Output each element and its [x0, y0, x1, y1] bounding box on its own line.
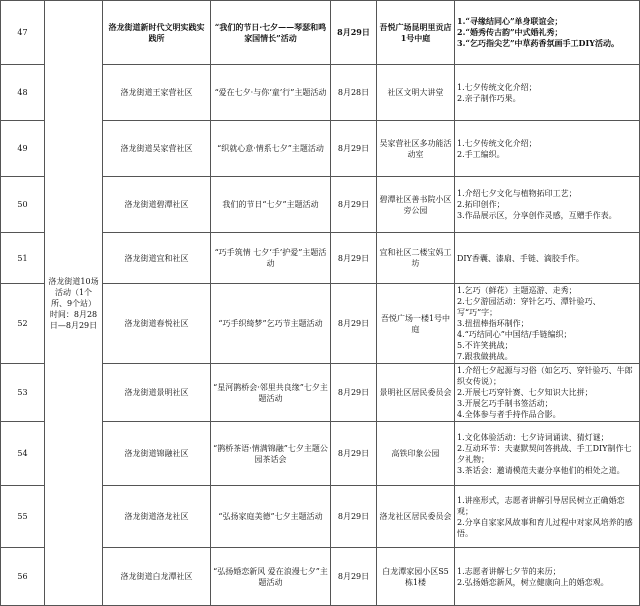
place-cell: 宜和社区二楼宝妈工坊 — [377, 233, 455, 284]
content-line: 4.全体参与者手持作品合影。 — [457, 410, 561, 419]
content-cell — [455, 121, 640, 177]
row-number: 50 — [1, 177, 45, 233]
content-line: 3.作品展示区，分享创作灵感，互赠手作表。 — [457, 211, 617, 220]
row-number: 53 — [1, 364, 45, 422]
theme-cell: “弘扬家庭美德”七夕主题活动 — [211, 486, 331, 548]
date-cell: 8月29日 — [331, 284, 377, 364]
content-line: 2.开展七巧穿针赛、七夕知识大比拼； — [457, 388, 593, 397]
content-line: 2.亲子制作巧果。 — [457, 93, 521, 103]
row-number: 55 — [1, 486, 45, 548]
row-number: 47 — [1, 1, 45, 65]
row-number: 49 — [1, 121, 45, 177]
content-line: 3.茶话会：邀请模范夫妻分享他们的相处之道。 — [457, 465, 625, 475]
place-cell: 高铁印象公园 — [377, 422, 455, 486]
content-line: 4.“巧结同心”中国结/手链编织； — [457, 330, 572, 339]
unit-cell: 洛龙街道景明社区 — [103, 364, 211, 422]
content-line: 2.“婚秀传古韵”中式婚礼秀； — [457, 27, 563, 37]
place-cell: 碧潭社区善书院小区旁公园 — [377, 177, 455, 233]
content-cell — [455, 1, 640, 65]
date-cell: 8月29日 — [331, 422, 377, 486]
content-line: 2.互动环节：夫妻默契问答挑战、手工DIY制作七夕礼物； — [457, 443, 632, 464]
content-line: 7.跟我做挑战。 — [457, 352, 513, 361]
date-cell: 8月29日 — [331, 548, 377, 606]
date-cell: 8月29日 — [331, 486, 377, 548]
content-line: 3.开展乞巧手制书签活动； — [457, 399, 553, 408]
content-line: DIY香囊、漆扇、手链、滴胶手作。 — [457, 253, 584, 263]
content-line: 3.“乞巧指尖艺”中草药香氛画手工DIY活动。 — [457, 38, 619, 48]
content-line: 1.乞巧（鲜花）主题巡游、走秀； — [457, 286, 577, 295]
content-cell — [455, 486, 640, 548]
place-cell: 洛龙社区居民委员会 — [377, 486, 455, 548]
content-line: 5.不许笑挑战； — [457, 341, 513, 350]
unit-cell: 洛龙街道锦融社区 — [103, 422, 211, 486]
content-cell — [455, 65, 640, 121]
theme-cell: 我们的节日“七夕”主题活动 — [211, 177, 331, 233]
theme-cell: “爱在七夕·与你‘童’行”主题活动 — [211, 65, 331, 121]
unit-cell: 洛龙街道洛龙社区 — [103, 486, 211, 548]
place-cell: 吾悦广场昆明里贡店1号中庭 — [377, 1, 455, 65]
place-cell: 景明社区居民委员会 — [377, 364, 455, 422]
unit-cell: 洛龙街道新时代文明实践实践所 — [103, 1, 211, 65]
theme-cell: “巧手筑情 七夕‘手’护爱”主题活动 — [211, 233, 331, 284]
content-cell — [455, 233, 640, 284]
date-cell: 8月29日 — [331, 1, 377, 65]
content-line: 2.手工编织。 — [457, 149, 505, 159]
date-cell: 8月29日 — [331, 364, 377, 422]
unit-cell: 洛龙街道碧潭社区 — [103, 177, 211, 233]
row-number: 48 — [1, 65, 45, 121]
row-number: 56 — [1, 548, 45, 606]
content-line: 1.七夕传统文化介绍； — [457, 82, 537, 92]
theme-cell: “巧手织绮梦”乞巧节主题活动 — [211, 284, 331, 364]
unit-cell: 洛龙街道春悦社区 — [103, 284, 211, 364]
content-line: 1.七夕传统文化介绍； — [457, 138, 537, 148]
content-line: 3.扭扭棒指环制作； — [457, 319, 529, 328]
date-cell: 8月29日 — [331, 121, 377, 177]
theme-cell: “织就心意·情系七夕”主题活动 — [211, 121, 331, 177]
content-line: 1.讲座形式，志愿者讲解引导居民树立正确婚恋观； — [457, 495, 625, 516]
date-cell: 8月28日 — [331, 65, 377, 121]
content-cell — [455, 284, 640, 364]
date-cell: 8月29日 — [331, 177, 377, 233]
table-row — [1, 1, 640, 65]
date-cell: 8月29日 — [331, 233, 377, 284]
place-cell: 吴家营社区多功能活动室 — [377, 121, 455, 177]
unit-cell: 洛龙街道王家营社区 — [103, 65, 211, 121]
district-cell: 洛龙街道10场活动（1个所、9个站） 时间：8月28日—8月29日 — [45, 1, 103, 606]
row-number: 54 — [1, 422, 45, 486]
content-line: 1.“寻缘结同心”单身联谊会； — [457, 16, 563, 26]
place-cell: 白龙潭家园小区S5栋1楼 — [377, 548, 455, 606]
content-line: 2.弘扬婚恋新风，树立健康向上的婚恋观。 — [457, 577, 609, 587]
content-line: 2.七夕游园活动：穿针乞巧、潭针验巧、写“巧”字； — [457, 297, 601, 317]
theme-cell: “弘扬婚恋新风 爱在浪漫七夕”主题活动 — [211, 548, 331, 606]
theme-cell: “我们的节日·七夕——琴瑟和鸣 家国情长”活动 — [211, 1, 331, 65]
content-line: 1.介绍七夕起源与习俗（如乞巧、穿针验巧、牛郎织女传说）； — [457, 366, 633, 386]
theme-cell: “鹊桥茶语·情满锦融”七夕主题公园茶话会 — [211, 422, 331, 486]
content-cell — [455, 422, 640, 486]
place-cell: 吾悦广场一楼1号中庭 — [377, 284, 455, 364]
unit-cell: 洛龙街道吴家营社区 — [103, 121, 211, 177]
content-cell — [455, 364, 640, 422]
content-line: 1.文化体验活动：七夕诗词诵读、猜灯谜； — [457, 432, 609, 442]
content-line: 2.拓印创作； — [457, 200, 505, 209]
content-line: 1.志愿者讲解七夕节的来历； — [457, 566, 561, 576]
content-line: 1.介绍七夕文化与植物拓印工艺； — [457, 189, 577, 198]
theme-cell: “星河鹊桥会·邻里共良缘”七夕主题活动 — [211, 364, 331, 422]
place-cell: 社区文明大讲堂 — [377, 65, 455, 121]
content-cell — [455, 177, 640, 233]
unit-cell: 洛龙街道白龙潭社区 — [103, 548, 211, 606]
content-line: 2.分享自家家风故事和育儿过程中对家风培养的感悟。 — [457, 517, 633, 538]
row-number: 51 — [1, 233, 45, 284]
row-number: 52 — [1, 284, 45, 364]
unit-cell: 洛龙街道宜和社区 — [103, 233, 211, 284]
